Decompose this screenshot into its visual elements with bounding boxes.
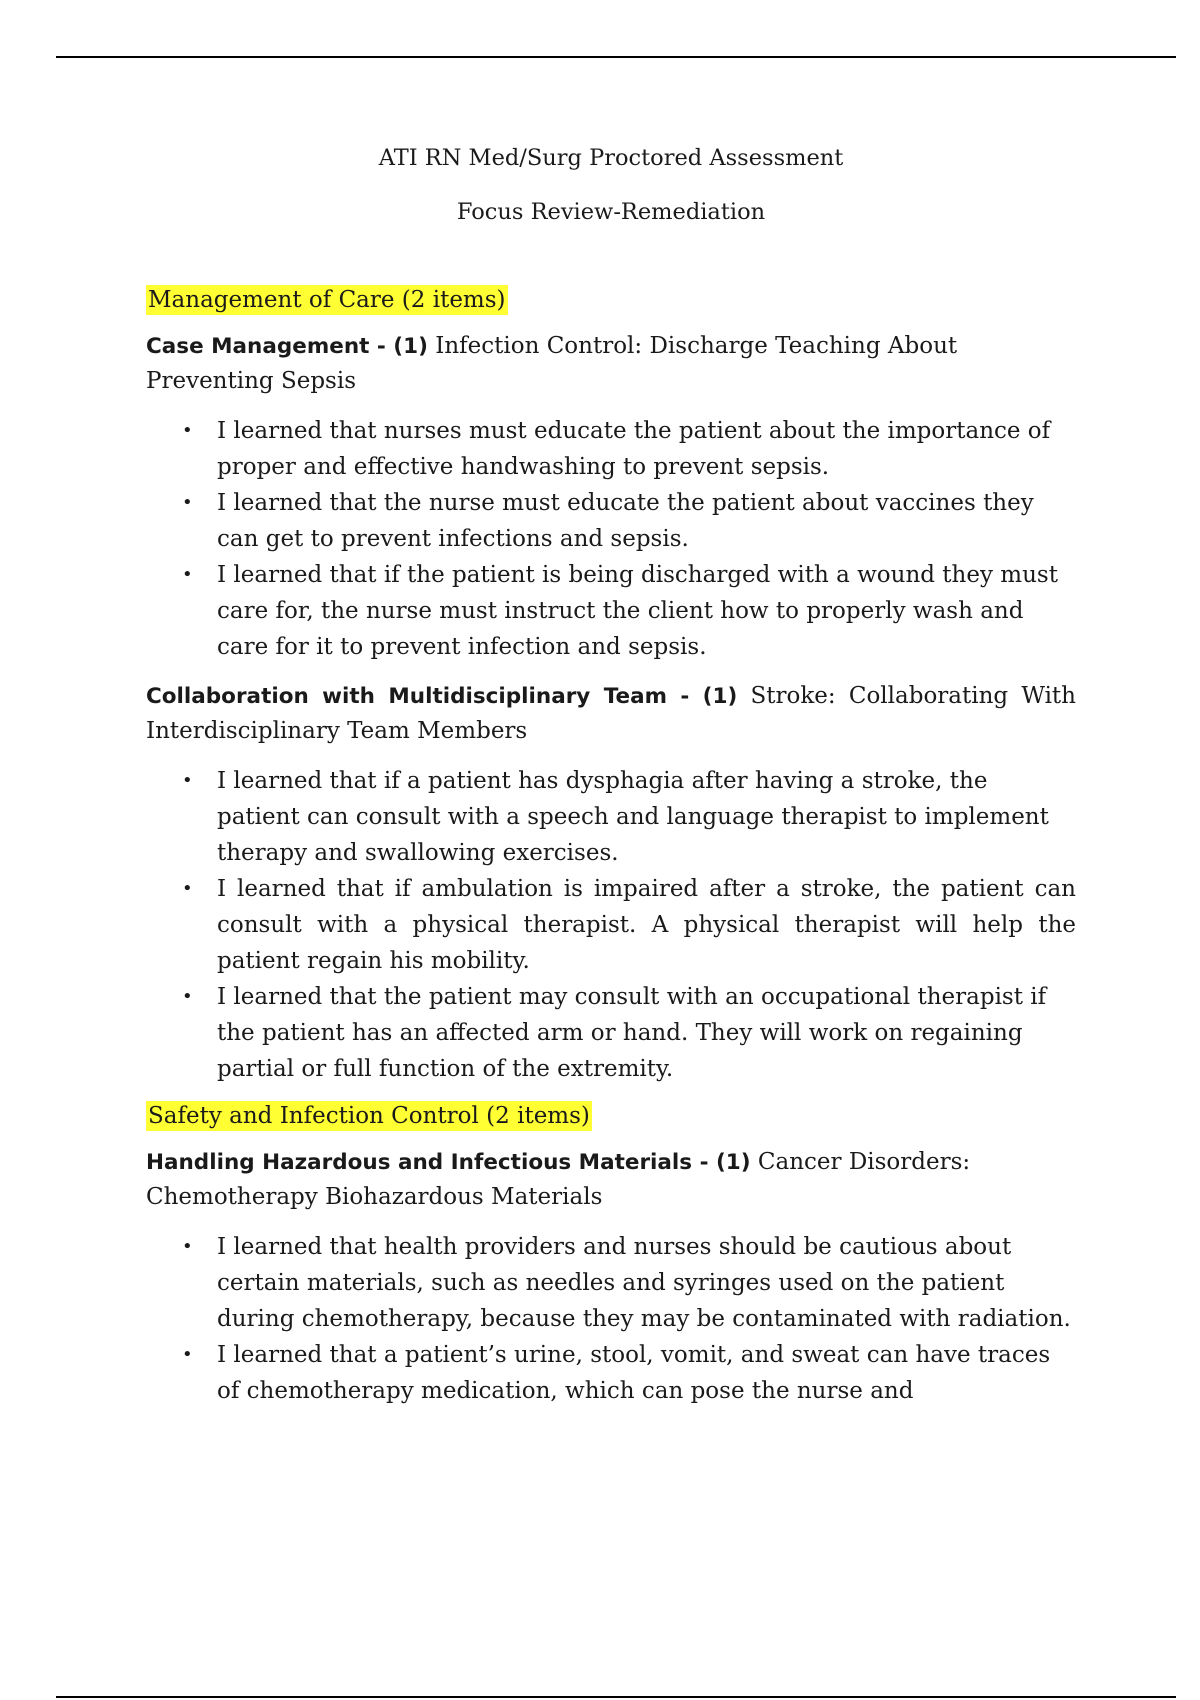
topic-collaboration [146,679,1076,749]
section-heading: Management of Care (2 items) [148,287,506,313]
list-item [146,871,1076,979]
list-item-text: I learned that a patient’s urine, stool, vomit, and sweat can have traces of chemotherapy medication, which can pose the nurse and [217,1342,1051,1404]
list-item [146,763,1076,871]
topic-text: Stroke: Collaborating With Interdisciplinary Team Members [146,683,1076,744]
topic-label: Case Management - (1) [146,334,428,359]
bullet-icon: • [182,420,193,441]
bullet-icon: • [182,1236,193,1257]
bullet-list [146,1229,1076,1409]
bullet-icon: • [182,986,193,1007]
topic-label: Handling Hazardous and Infectious Materials - (1) [146,1150,751,1175]
bullet-icon: • [182,564,193,585]
section-management-of-care [146,285,1076,1087]
topic-text: Infection Control: Discharge Teaching About Preventing Sepsis [146,333,958,394]
document-title: ATI RN Med/Surg Proctored Assessment [378,145,844,171]
list-item [146,413,1076,485]
list-item [146,1337,1076,1409]
topic-case-management [146,329,1076,399]
list-item-text: I learned that nurses must educate the patient about the importance of proper and effective handwashing to prevent sepsis. [217,418,1051,480]
bullet-list [146,413,1076,665]
list-item [146,557,1076,665]
topic-hazardous-materials [146,1145,1076,1215]
topic-text: Cancer Disorders: Chemotherapy Biohazardous Materials [146,1149,971,1210]
list-item-text: I learned that the patient may consult with an occupational therapist if the patient has an affected arm or hand. They will work on regaining partial or full function of the extremity. [217,984,1047,1082]
document-subtitle: Focus Review-Remediation [456,199,766,225]
topic-label: Collaboration with Multidisciplinary Team - (1) [146,684,738,709]
bullet-icon: • [182,770,193,791]
bullet-icon: • [182,878,193,899]
list-item-text: I learned that health providers and nurses should be cautious about certain materials, such as needles and syringes used on the patient during chemotherapy, because they may be contaminated with radiation. [217,1234,1071,1332]
list-item [146,485,1076,557]
list-item-text: I learned that if a patient has dysphagia after having a stroke, the patient can consult with a speech and language therapist to implement therapy and swallowing exercises. [217,768,1049,866]
bullet-icon: • [182,492,193,513]
bottom-rule [56,1696,1176,1698]
list-item-text: I learned that if the patient is being discharged with a wound they must care for, the nurse must instruct the client how to properly wash and care for it to prevent infection and sepsis. [217,562,1058,660]
list-item [146,1229,1076,1337]
bullet-list [146,763,1076,1087]
list-item-text: I learned that the nurse must educate the patient about vaccines they can get to prevent infections and sepsis. [217,490,1034,552]
bullet-icon: • [182,1344,193,1365]
top-rule [56,56,1176,58]
section-safety-infection-control [146,1101,1076,1409]
list-item [146,979,1076,1087]
document-page [146,143,1076,1409]
section-heading: Safety and Infection Control (2 items) [148,1103,590,1129]
list-item-text: I learned that if ambulation is impaired after a stroke, the patient can consult with a physical therapist. A physical therapist will help the patient regain his mobility. [217,876,1076,974]
